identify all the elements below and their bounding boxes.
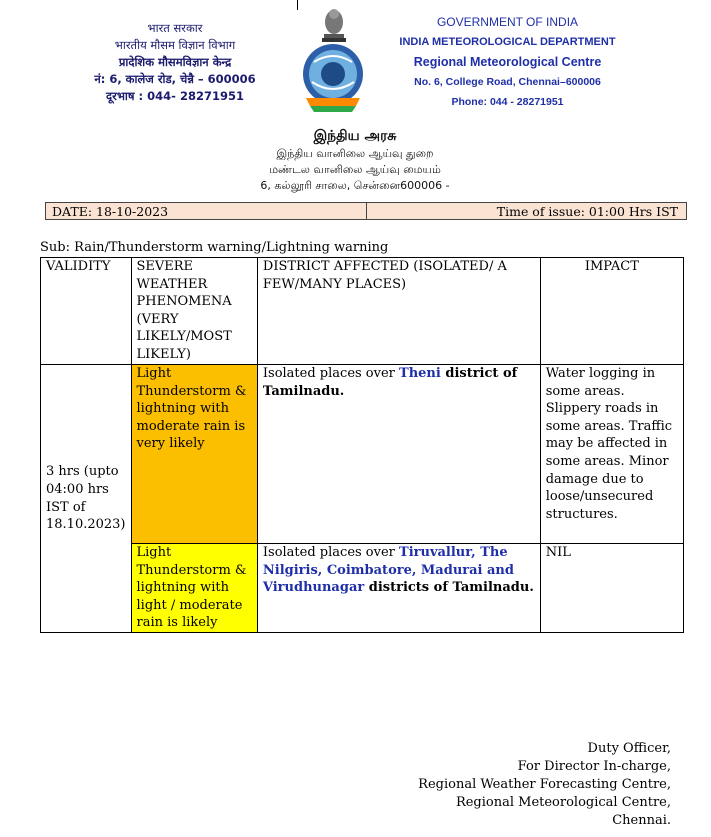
table-header-row [41, 258, 684, 365]
table-row [41, 365, 684, 544]
table-row [41, 544, 684, 633]
date-time-bar [45, 202, 687, 220]
tamil-line-4: 6, கல்லூரி சாலை, சென்னை600006 - [260, 179, 450, 192]
district-names: Theni [399, 366, 441, 381]
district-names: Tiruvallur, The Nilgiris, Coimbatore, Madurai and Virudhunagar [262, 545, 514, 596]
header-phenomena: SEVERE WEATHER PHENOMENA (VERY LIKELY/MOST LIKELY) [131, 258, 257, 365]
english-line-5: Phone: 044 - 28271951 [451, 96, 564, 108]
hindi-header [75, 20, 275, 105]
date-bar-divider [366, 203, 367, 219]
phenomena-cell: Light Thunderstorm & lightning with moderate rain is very likely [131, 365, 257, 544]
imd-logo-icon [300, 42, 366, 114]
tamil-line-1: இந்திய அரசு [313, 128, 397, 144]
issue-time: Time of issue: 01:00 Hrs IST [496, 204, 678, 219]
district-cell [257, 365, 540, 544]
signature-block [418, 740, 671, 830]
hindi-line-3: प्रादेशिक मौसमविज्ञान केन्द्र [118, 55, 232, 69]
validity-cell: 3 hrs (upto 04:00 hrs IST of 18.10.2023) [41, 365, 132, 633]
signature-line-1: Duty Officer, [587, 741, 671, 756]
tamil-line-3: மண்டல வானிலை ஆய்வு மையம் [269, 163, 441, 176]
district-cell [257, 544, 540, 633]
english-header [395, 12, 620, 112]
english-line-3: Regional Meteorological Centre [413, 55, 602, 69]
issue-date: DATE: 18-10-2023 [52, 204, 169, 219]
english-line-4: No. 6, College Road, Chennai–600006 [414, 76, 601, 88]
hindi-line-5: दूरभाष : 044- 28271951 [106, 89, 244, 103]
phenomena-cell: Light Thunderstorm & lightning with light / moderate rain is likely [131, 544, 257, 633]
signature-line-4: Regional Meteorological Centre, [455, 795, 671, 810]
impact-cell: Water logging in some areas. Slippery roads in some areas. Traffic may be affected in some areas. Minor damage due to loose/unsecured structures. [540, 365, 683, 544]
header-district: DISTRICT AFFECTED (ISOLATED/ A FEW/MANY PLACES) [257, 258, 540, 365]
english-line-2: INDIA METEOROLOGICAL DEPARTMENT [399, 36, 616, 48]
tamil-header [215, 126, 495, 194]
signature-line-3: Regional Weather Forecasting Centre, [418, 777, 671, 792]
district-suffix: district of Tamilnadu. [262, 366, 518, 399]
english-line-1: GOVERNMENT OF INDIA [436, 15, 579, 29]
top-mark [297, 0, 298, 10]
district-prefix: Isolated places over [262, 545, 400, 560]
hindi-line-4: नं: 6, कालेज रोड, चेन्नै – 600006 [94, 72, 256, 86]
subject-line: Sub: Rain/Thunderstorm warning/Lightning warning [40, 240, 389, 255]
signature-line-5: Chennai. [612, 813, 671, 828]
national-emblem-icon [318, 4, 350, 44]
hindi-line-1: भारत सरकार [147, 21, 203, 35]
tamil-line-2: இந்திய வானிலை ஆய்வு துறை [276, 147, 434, 160]
signature-line-2: For Director In-charge, [517, 759, 671, 774]
header-impact: IMPACT [540, 258, 683, 365]
district-prefix: Isolated places over [262, 366, 400, 381]
impact-cell: NIL [540, 544, 683, 633]
header-validity: VALIDITY [41, 258, 132, 365]
hindi-line-2: भारतीय मौसम विज्ञान विभाग [114, 38, 236, 52]
warning-table [40, 257, 684, 633]
district-suffix: districts of Tamilnadu. [364, 580, 534, 596]
